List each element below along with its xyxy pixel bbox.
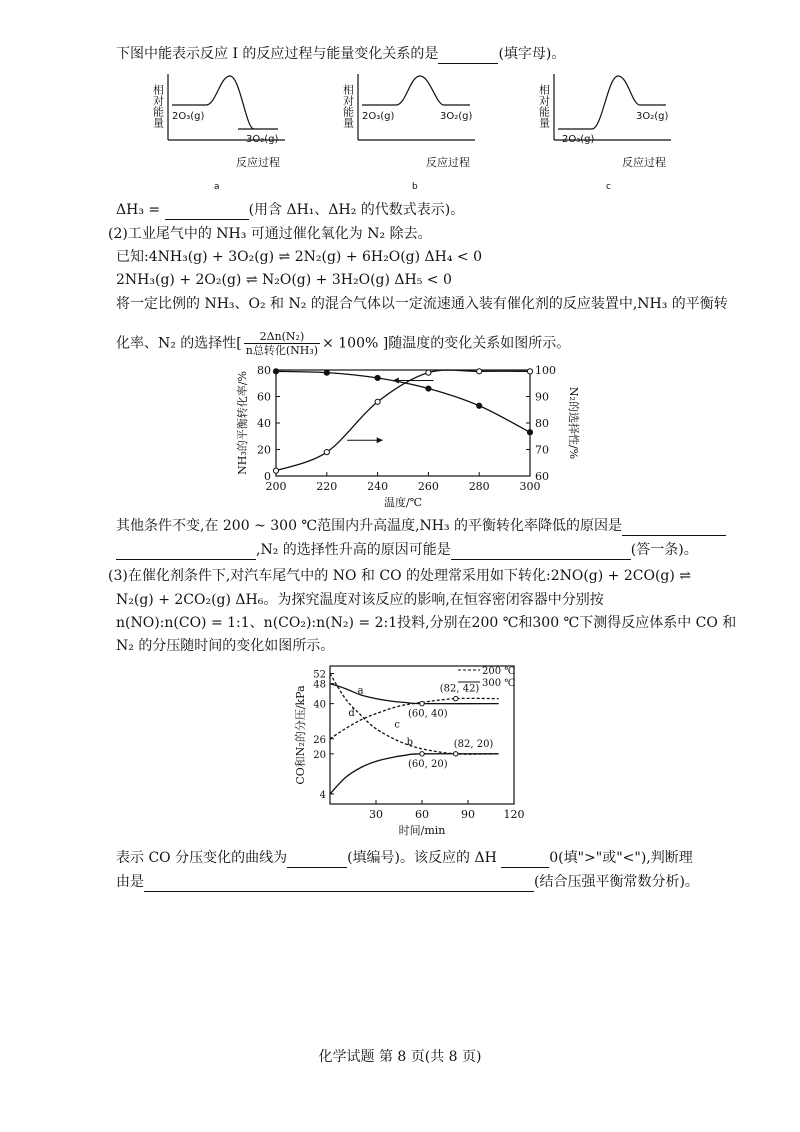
- q2-eq1: 已知:4NH₃(g) + 3O₂(g) ⇌ 2N₂(g) + 6H₂O(g) ΔH₄ < 0: [116, 249, 483, 265]
- reason2-blank[interactable]: [451, 545, 631, 560]
- x-axis-label: 温度/℃: [383, 496, 423, 509]
- legend-label-200: 200 ℃: [482, 666, 516, 677]
- svg-text:3O₂(g): 3O₂(g): [636, 111, 669, 122]
- x-tick-label: 120: [503, 808, 525, 821]
- selectivity-fraction: 2Δn(N₂) n总转化(NH₃): [245, 330, 319, 357]
- q2-answer-line1: 其他条件不变,在 200 ~ 300 ℃范围内升高温度,NH₃ 的平衡转化率降低的原因是: [116, 516, 726, 536]
- x-tick-label: 220: [316, 480, 338, 493]
- q3-answer-line1: 表示 CO 分压变化的曲线为 (填编号)。该反应的 ΔH 0(填">"或"<"),判断理: [116, 850, 693, 866]
- y-tick-label: 48: [313, 679, 326, 691]
- q3-line3: n(NO):n(CO) = 1:1、n(CO₂):n(N₂) = 2:1投料,分别在200 ℃和300 ℃下测得反应体系中 CO 和: [116, 615, 737, 631]
- x-tick-label: 280: [468, 480, 490, 493]
- q3-line2: N₂(g) + 2CO₂(g) ΔH₆。为探究温度对该反应的影响,在恒容密闭容器中分别按: [116, 592, 604, 608]
- reason1-blank-cont[interactable]: [116, 545, 256, 560]
- x-tick-label: 60: [415, 808, 429, 821]
- svg-text:2O₃(g): 2O₃(g): [562, 134, 595, 145]
- svg-text:b: b: [412, 182, 418, 192]
- curve-blank[interactable]: [287, 853, 347, 868]
- q3-answer-line2: 由是 (结合压强平衡常数分析)。: [116, 874, 699, 890]
- y-tick-label: 80: [257, 364, 271, 377]
- reason-blank[interactable]: [144, 877, 534, 892]
- data-point: [426, 386, 431, 391]
- dh3-blank[interactable]: [165, 205, 249, 220]
- x-tick-label: 200: [265, 480, 287, 493]
- y-axis-label: NH₃的平衡转化率/%: [236, 371, 249, 475]
- q3-line1: (3)在催化剂条件下,对汽车尾气中的 NO 和 CO 的处理常采用如下转化:2NO(g) + 2CO(g) ⇌: [108, 568, 692, 584]
- svg-text:a: a: [214, 182, 220, 192]
- point-annotation: (60, 20): [408, 758, 448, 770]
- partial-pressure-chart: [286, 660, 536, 842]
- energy-diagram-c: [536, 72, 676, 196]
- x-axis-label: 时间/min: [398, 824, 446, 837]
- dh-sign-blank[interactable]: [501, 853, 549, 868]
- annotated-point: [454, 696, 458, 700]
- y2-tick-label: 100: [535, 364, 556, 377]
- diagram-ylabel: 相对能量: [151, 84, 165, 128]
- q2-answer-line2: ,N₂ 的选择性升高的原因可能是 (答一条)。: [116, 540, 698, 560]
- reason1-blank[interactable]: [622, 521, 726, 536]
- x-tick-label: 90: [461, 808, 475, 821]
- annotated-point: [420, 752, 424, 756]
- point-annotation: (60, 40): [408, 708, 448, 720]
- curve-label-b: b: [406, 737, 414, 749]
- x-tick-label: 300: [519, 480, 541, 493]
- svg-text:反应过程: 反应过程: [426, 156, 470, 169]
- y-tick-label: 40: [257, 417, 271, 430]
- y2-tick-label: 90: [535, 390, 549, 404]
- y2-tick-label: 80: [535, 417, 549, 430]
- y-tick-label: 20: [313, 749, 326, 761]
- axis-arrow-right-head: [377, 437, 383, 443]
- q3-line4: N₂ 的分压随时间的变化如图所示。: [116, 638, 335, 654]
- plot-frame: [276, 370, 530, 476]
- series-line-2: [276, 370, 530, 471]
- y-axis-label: CO和N₂的分压/kPa: [294, 685, 307, 785]
- svg-text:2O₃(g): 2O₃(g): [172, 111, 205, 122]
- y2-axis-label: N₂的选择性/%: [567, 386, 580, 460]
- q2-title: (2)工业尾气中的 NH₃ 可通过催化氧化为 N₂ 除去。: [108, 226, 432, 242]
- data-point: [375, 375, 380, 380]
- y-tick-label: 26: [313, 734, 326, 746]
- x-tick-label: 260: [417, 480, 439, 493]
- legend-label-300: 300 ℃: [482, 678, 516, 689]
- curve-label-c: c: [394, 719, 401, 731]
- svg-text:反应过程: 反应过程: [622, 156, 666, 169]
- y2-tick-label: 60: [535, 470, 549, 483]
- svg-text:3O₂(g): 3O₂(g): [246, 134, 279, 145]
- data-point: [324, 370, 329, 375]
- energy-diagram-a: [150, 72, 290, 196]
- q2-eq2: 2NH₃(g) + 2O₂(g) ⇌ N₂O(g) + 3H₂O(g) ΔH₅ < 0: [116, 272, 452, 288]
- point-annotation: (82, 20): [453, 738, 494, 750]
- curve-label-a: a: [357, 685, 364, 697]
- axis-arrow-left-head: [393, 378, 399, 384]
- q2-paragraph: 将一定比例的 NH₃、O₂ 和 N₂ 的混合气体以一定流速通入装有催化剂的反应装置中,NH₃ 的平衡转: [116, 296, 728, 312]
- y-tick-label: 20: [257, 443, 271, 457]
- y-tick-label: 40: [313, 699, 326, 711]
- x-tick-label: 30: [369, 808, 383, 821]
- dh3-line: ΔH₃ = (用含 ΔH₁、ΔH₂ 的代数式表示)。: [116, 202, 465, 218]
- q2-selectivity-def: 化率、N₂ 的选择性[ 2Δn(N₂) n总转化(NH₃) × 100% ]随温度的变化关系如图所示。: [116, 330, 571, 357]
- svg-text:3O₂(g): 3O₂(g): [440, 111, 473, 122]
- annotated-point: [420, 701, 424, 705]
- data-point: [273, 369, 278, 374]
- annotated-point: [454, 752, 458, 756]
- y-tick-label: 52: [313, 669, 326, 681]
- diagram-ylabel: 相对能量: [341, 84, 355, 128]
- intro-question: 下图中能表示反应 Ⅰ 的反应过程与能量变化关系的是 (填字母)。: [116, 46, 566, 62]
- data-point: [426, 370, 431, 375]
- data-point: [527, 369, 532, 374]
- answer-blank[interactable]: [438, 49, 498, 64]
- page-footer: 化学试题 第 8 页(共 8 页): [318, 1049, 482, 1065]
- data-point: [324, 450, 329, 455]
- svg-text:c: c: [606, 182, 611, 192]
- curve-label-d: d: [348, 708, 355, 720]
- nh3-conversion-chart: [230, 356, 590, 514]
- data-point: [273, 468, 278, 473]
- energy-diagram-b: [340, 72, 480, 196]
- svg-text:2O₃(g): 2O₃(g): [362, 111, 395, 122]
- y-tick-label: 4: [319, 789, 326, 801]
- data-point: [375, 399, 380, 404]
- data-point: [527, 430, 532, 435]
- y2-tick-label: 70: [535, 443, 549, 457]
- data-point: [477, 369, 482, 374]
- y-tick-label: 60: [257, 390, 271, 404]
- diagram-ylabel: 相对能量: [537, 84, 551, 128]
- y-tick-label: 0: [264, 470, 271, 483]
- x-tick-label: 240: [367, 480, 389, 493]
- svg-text:反应过程: 反应过程: [236, 156, 280, 169]
- point-annotation: (82, 42): [439, 683, 480, 695]
- data-point: [477, 403, 482, 408]
